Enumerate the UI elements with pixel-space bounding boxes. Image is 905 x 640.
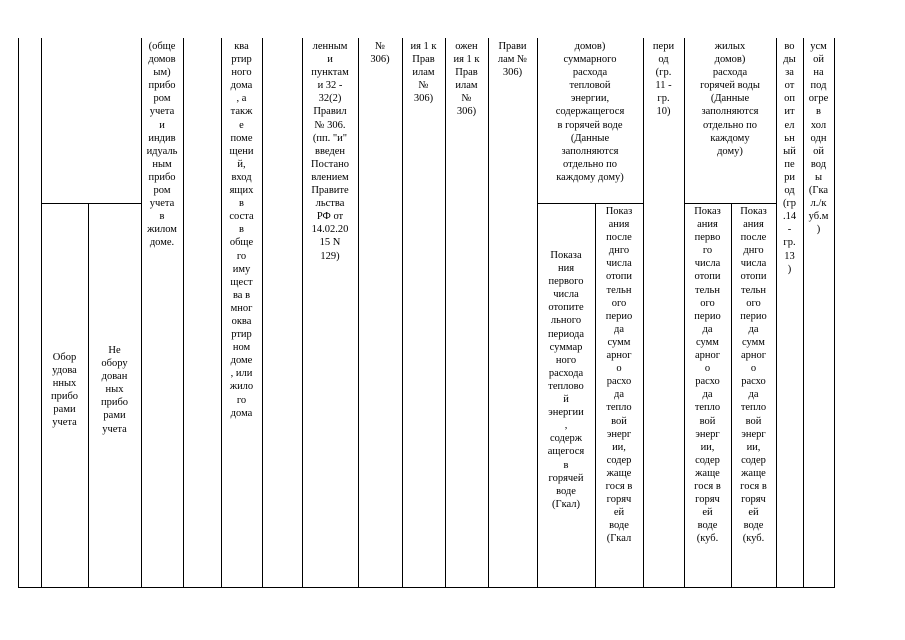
column-rule (183, 38, 184, 588)
column-rule (834, 38, 835, 588)
column-rule (643, 38, 644, 588)
header-col14-text: во ды за от оп ит ел ьн ый пе ри од (гр .14 - гр. 13 ) (782, 41, 797, 275)
subheader-rule-col13 (684, 203, 776, 204)
column-rule (402, 38, 403, 588)
header-col15-text: усм ой на под огре в хол одн ой вод ы (Гка л./к уб.м ) (808, 41, 829, 236)
header-col7-text: № 306) (370, 41, 390, 66)
header-col8-text: ия 1 к Прав илам № 306) (410, 41, 437, 105)
header-col6-text: ленным и пунктам и 32 - 32(2) Правил № 306. (пп. "и" введен Постано влением Правите льства РФ от 14.02.20 15 N 129) (310, 41, 349, 262)
column-rule (18, 38, 19, 588)
subheader-col13-last-day: Показ ания после днго числа отопи тельн ого перио да сумм арног о расхо да тепло вой энерг ии, содер жаще гося в горяч ей воде (куб. (740, 206, 767, 545)
subheader-col11-first-day: Показа ния первого числа отопите льного периода суммар ного расхода теплово й энергии , содерж ащегося в горячей воде (Гкал) (547, 250, 585, 510)
header-col2-text: (обще домов ым) прибо ром учета и индив идуаль ным прибо ром учета в жилом доме. (146, 41, 178, 249)
subheader-col11-last-day: Показ ания после днго числа отопи тельн ого перио да сумм арног о расхо да тепло вой энерг ии, содер жаще гося в горяч ей воде (Гкал (605, 206, 633, 545)
subheader-not-equipped: Не обору дован ных прибо рами учета (100, 345, 129, 435)
column-rule (358, 38, 359, 588)
subheader-rule-left (41, 203, 141, 204)
column-rule (262, 38, 263, 588)
header-col12-text: пери од (гр. 11 - гр. 10) (652, 41, 675, 118)
header-col13-text: жилых домов) расхода горячей воды (Данные заполняются отдельно по каждому дому) (700, 41, 760, 157)
header-col4-text: ква ртир ного дома , а такж е поме щени й, вход ящих в соста в обще го иму щест ва в мног оква ртир ном доме , или жило го дома (229, 41, 254, 419)
column-rule (488, 38, 489, 588)
header-col10-text: Прави лам № 306) (497, 41, 528, 79)
column-rule (445, 38, 446, 588)
subheader-equipped: Обор удова нных прибо рами учета (50, 352, 79, 429)
header-col11-text: домов) суммарного расхода тепловой энергии, содержащегося в горячей воде (Данные заполняются отдельно по каждому дому) (555, 41, 625, 183)
subheader-rule-col11 (537, 203, 643, 204)
subheader-col13-first-day: Показ ания перво го числа отопи тельн ого перио да сумм арног о расхо да тепло вой энерг ии, содер жаще гося в горяч ей воде (куб. (694, 206, 721, 545)
column-rule (41, 38, 42, 588)
header-col9-text: ожен ия 1 к Прав илам № 306) (453, 41, 480, 118)
